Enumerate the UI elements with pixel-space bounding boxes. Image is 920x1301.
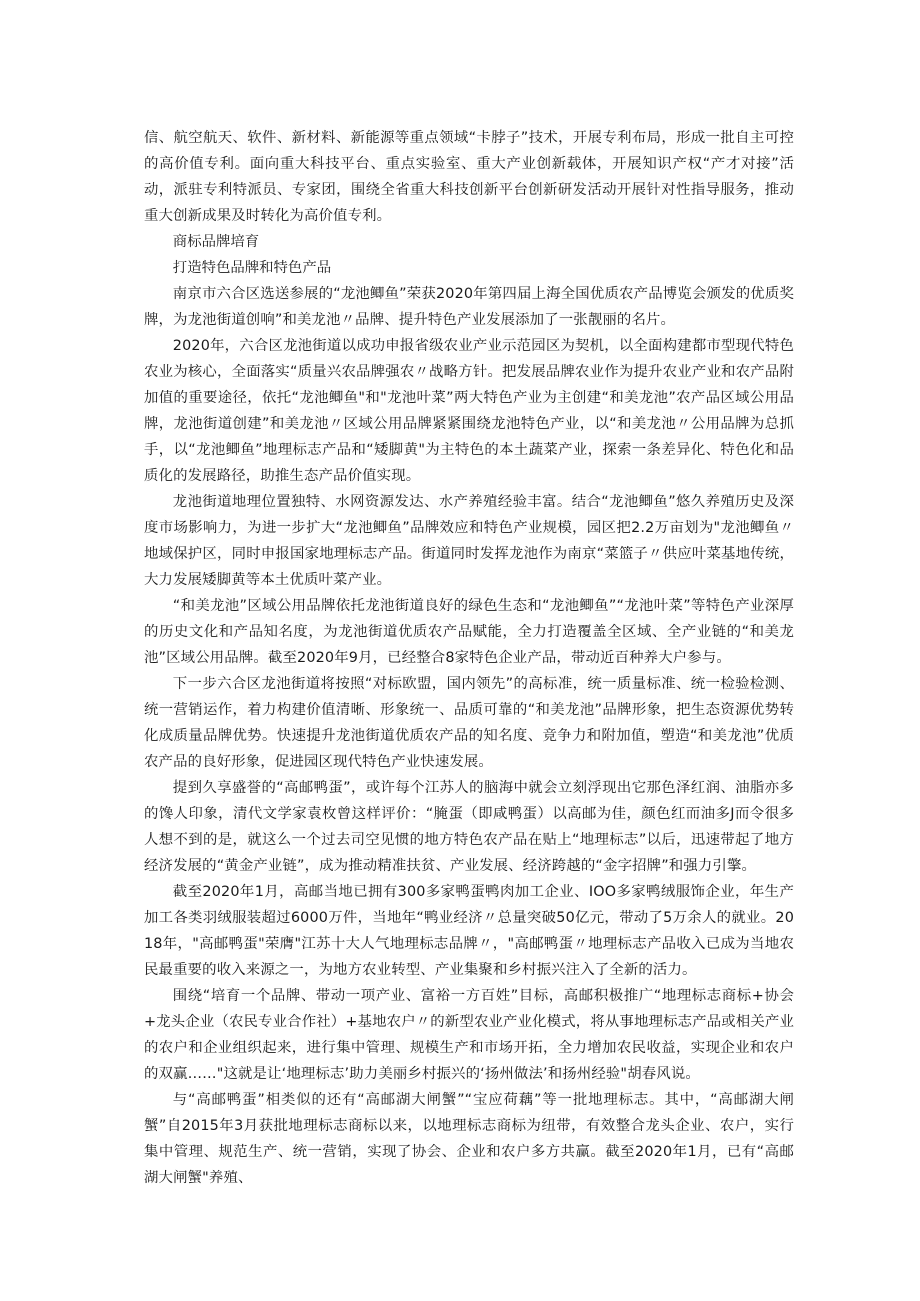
subsection-heading-featured-brand: 打造特色品牌和特色产品 <box>172 260 332 276</box>
paragraph: 龙池街道地理位置独特、水网资源发达、水产养殖经验丰富。结合“龙池鲫鱼”悠久养殖历史及深度市场影响力，为进一步扩大“龙池鲫鱼”品牌效应和特色产业规模，园区把2.2万亩划为"龙池鲫鱼〃地域保护区，同时申报国家地理标志产品。街道同时发挥龙池作为南京“菜篮子〃供应叶菜基地传统，大力发展矮脚黄等本土优质叶菜产业。 <box>144 494 794 588</box>
paragraph: 下一步六合区龙池街道将按照“对标欧盟，国内领先”的高标准，统一质量标准、统一检验检测、统一营销运作，着力构建价值清晰、形象统一、品质可靠的“和美龙池”品牌形象，把生态资源优势转化成质量品牌优势。快速提升龙池街道优质农产品的知名度、竞争力和附加值，塑造“和美龙池”优质农产品的良好形象，促进园区现代特色产业快速发展。 <box>144 676 794 770</box>
document-body <box>144 125 794 1191</box>
paragraph: 与“高邮鸭蛋”相类似的还有“高邮湖大闸蟹”“宝应荷藕”等一批地理标志。其中，“高邮湖大闸蟹”自2015年3月获批地理标志商标以来，以地理标志商标为纽带，有效整合龙头企业、农户，实行集中管理、规范生产、统一营销，实现了协会、企业和农户多方共赢。截至2020年1月，已有“高邮湖大闸蟹"养殖、 <box>144 1092 794 1186</box>
paragraph: 2020年，六合区龙池街道以成功申报省级农业产业示范园区为契机，以全面构建都市型现代特色农业为核心，全面落实“质量兴农品牌强农〃战略方针。把发展品牌农业作为提升农业产业和农产品附加值的重要途径，依托“龙池鲫鱼"和"龙池叶菜”两大特色产业为主创建“和美龙池”农产品区域公用品牌，龙池街道创建”和美龙池〃区域公用品牌紧紧围绕龙池特色产业，以“和美龙池〃公用品牌为总抓手，以“龙池鲫鱼”地理标志产品和“矮脚黄"为主特色的本土蔬菜产业，探索一条差异化、特色化和品质化的发展路径，助推生态产品价值实现。 <box>144 338 794 484</box>
section-heading-trademark-brand: 商标品牌培育 <box>172 234 260 250</box>
paragraph-continuation: 信、航空航天、软件、新材料、新能源等重点领域“卡脖子”技术，开展专利布局，形成一批自主可控的高价值专利。面向重大科技平台、重点实验室、重大产业创新载体，开展知识产权“产才对接”活动，派驻专利特派员、专家团，围绕全省重大科技创新平台创新研发活动开展针对性指导服务，推动重大创新成果及时转化为高价值专利。 <box>144 130 794 224</box>
paragraph: 截至2020年1月，高邮当地已拥有300多家鸭蛋鸭肉加工企业、IOO多家鸭绒服饰企业，年生产加工各类羽绒服装超过6000万件，当地年“鸭业经济〃总量突破50亿元，带动了5万余人的就业。2018年，"高邮鸭蛋"荣膺"江苏十大人气地理标志品牌〃，"高邮鸭蛋〃地理标志产品收入已成为当地农民最重要的收入来源之一，为地方农业转型、产业集聚和乡村振兴注入了全新的活力。 <box>144 884 794 978</box>
paragraph: 围绕“培育一个品牌、带动一项产业、富裕一方百姓”目标，高邮积极推广“地理标志商标+协会+龙头企业（农民专业合作社）+基地农户〃的新型农业产业化模式，将从事地理标志产品或相关产业的农户和企业组织起来，进行集中管理、规模生产和市场开拓，全力增加农民收益，实现企业和农户的双赢……"这就是让‘地理标志’助力美丽乡村振兴的‘扬州做法’和扬州经验"胡春风说。 <box>144 988 794 1082</box>
paragraph: 南京市六合区选送参展的“龙池鲫鱼”荣获2020年第四届上海全国优质农产品博览会颁发的优质奖牌，为龙池街道创响”和美龙池〃品牌、提升特色产业发展添加了一张靓丽的名片。 <box>144 286 794 328</box>
paragraph: 提到久享盛誉的“高邮鸭蛋”，或许每个江苏人的脑海中就会立刻浮现出它那色泽红润、油脂亦多的馋人印象，清代文学家袁枚曾这样评价：“腌蛋（即咸鸭蛋）以高邮为佳，颜色红而油多J而令很多人想不到的是，就这么一个过去司空见惯的地方特色农产品在贴上“地理标志”以后，迅速带起了地方经济发展的“黄金产业链”，成为推动精准扶贫、产业发展、经济跨越的“金字招牌”和强力引擎。 <box>144 780 794 874</box>
paragraph: “和美龙池”区域公用品牌依托龙池街道良好的绿色生态和“龙池鲫鱼”“龙池叶菜”等特色产业深厚的历史文化和产品知名度，为龙池街道优质农产品赋能，全力打造覆盖全区域、全产业链的“和美龙池”区域公用品牌。截至2020年9月，已经整合8家特色企业产品，带动近百种养大户参与。 <box>144 598 794 666</box>
